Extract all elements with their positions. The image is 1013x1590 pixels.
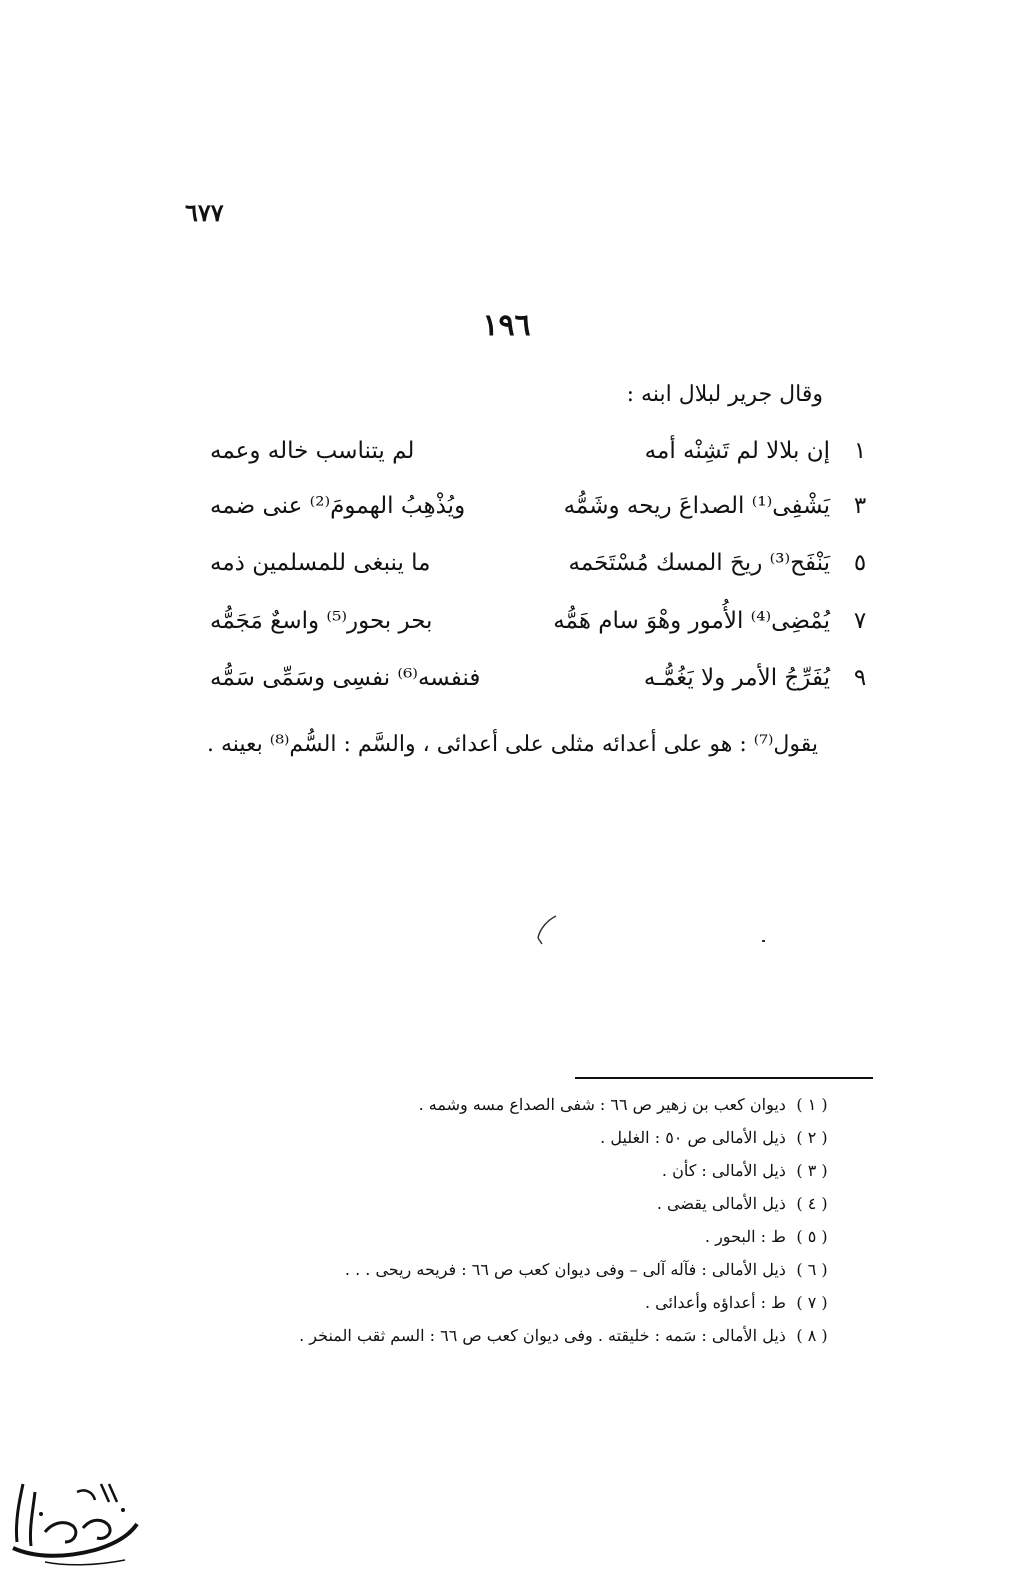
- footnotes-list: [193, 1092, 833, 1356]
- footnote-item: [193, 1290, 833, 1323]
- footnote-number: ( ٥ ): [796, 1227, 828, 1246]
- verse-second-hemistich: بحر بحور⁽⁵⁾ واسعٌ مَجَمُّه: [210, 608, 433, 634]
- verse-row: [210, 665, 875, 705]
- verse-row: [210, 608, 875, 648]
- poem-intro: وقال جرير لبلال ابنه :: [626, 382, 823, 407]
- footnote-text: ذيل الأمالى : سَمه : خليقته . وفى ديوان كعب ص ٦٦ : السم ثقب المنخر .: [299, 1326, 786, 1345]
- footnote-item: [193, 1323, 833, 1356]
- verse-row: [210, 438, 875, 478]
- verse-first-hemistich: إن بلالا لم تَشِنْه أمه: [644, 438, 830, 464]
- footnote-number: ( ٤ ): [796, 1194, 828, 1213]
- verse-row: [210, 493, 875, 533]
- footnote-number: ( ٨ ): [796, 1326, 828, 1345]
- footnote-item: [193, 1191, 833, 1224]
- footnote-item: [193, 1158, 833, 1191]
- verse-number: ٧: [853, 608, 867, 634]
- footnote-text: ذيل الأمالى : فآله آلى – وفى ديوان كعب ص ٦٦ : فريحه ريحى . . .: [344, 1260, 786, 1279]
- footnote-text: ذيل الأمالى : كأن .: [661, 1161, 786, 1180]
- verse-first-hemistich: يَشْفِى⁽¹⁾ الصداعَ ريحه وشَمُّه: [563, 493, 830, 519]
- footnote-text: ذيل الأمالى يقضى .: [656, 1194, 786, 1213]
- footnote-separator: [575, 1077, 873, 1079]
- page-number: ٦٧٧: [185, 198, 224, 227]
- verse-number: ٥: [853, 550, 867, 576]
- verse-number: ١: [853, 438, 867, 464]
- footnote-item: [193, 1257, 833, 1290]
- verse-first-hemistich: يَنْفَح⁽³⁾ ريحَ المسك مُسْتَحَمه: [568, 550, 830, 576]
- verse-second-hemistich: ويُذْهِبُ الهمومَ⁽²⁾ عنى ضمه: [210, 493, 466, 519]
- verse-first-hemistich: يُفَرِّجُ الأمر ولا يَغُمُّـه: [643, 665, 830, 691]
- poem-number: ١٩٦: [482, 308, 531, 343]
- footnote-item: [193, 1125, 833, 1158]
- footnote-text: ط : أعداؤه وأعدائى .: [644, 1293, 786, 1312]
- verse-second-hemistich: فنفسه⁽⁶⁾ نفسِى وسَمِّى سَمُّه: [210, 665, 481, 691]
- footnote-number: ( ٢ ): [796, 1128, 828, 1147]
- footnote-item: [193, 1092, 833, 1125]
- ink-dot-mark: [762, 940, 765, 942]
- verse-second-hemistich: ما ينبغى للمسلمين ذمه: [210, 550, 431, 576]
- footnote-text: ط : البحور .: [704, 1227, 786, 1246]
- commentary-line: يقول⁽⁷⁾ : هو على أعدائه مثلى على أعدائى ، والسَّم : السُّم⁽⁸⁾ بعينه .: [206, 732, 818, 757]
- verse-number: ٣: [853, 493, 867, 519]
- footnote-number: ( ٣ ): [796, 1161, 828, 1180]
- footnote-text: ذيل الأمالى ص ٥٠ : الغليل .: [600, 1128, 786, 1147]
- footnote-number: ( ٧ ): [796, 1293, 828, 1312]
- verse-row: [210, 550, 875, 590]
- footnote-number: ( ٦ ): [796, 1260, 828, 1279]
- calligraphy-seal-icon: [5, 1462, 145, 1570]
- footnote-text: ديوان كعب بن زهير ص ٦٦ : شفى الصداع مسه وشمه .: [418, 1095, 786, 1114]
- footnote-item: [193, 1224, 833, 1257]
- footnote-number: ( ١ ): [796, 1095, 828, 1114]
- verse-number: ٩: [853, 665, 867, 691]
- verse-first-hemistich: يُمْضِى⁽⁴⁾ الأُمور وهْوَ سام هَمُّه: [553, 608, 830, 634]
- verse-second-hemistich: لم يتناسب خاله وعمه: [210, 438, 415, 464]
- ink-stroke-mark: [530, 912, 560, 948]
